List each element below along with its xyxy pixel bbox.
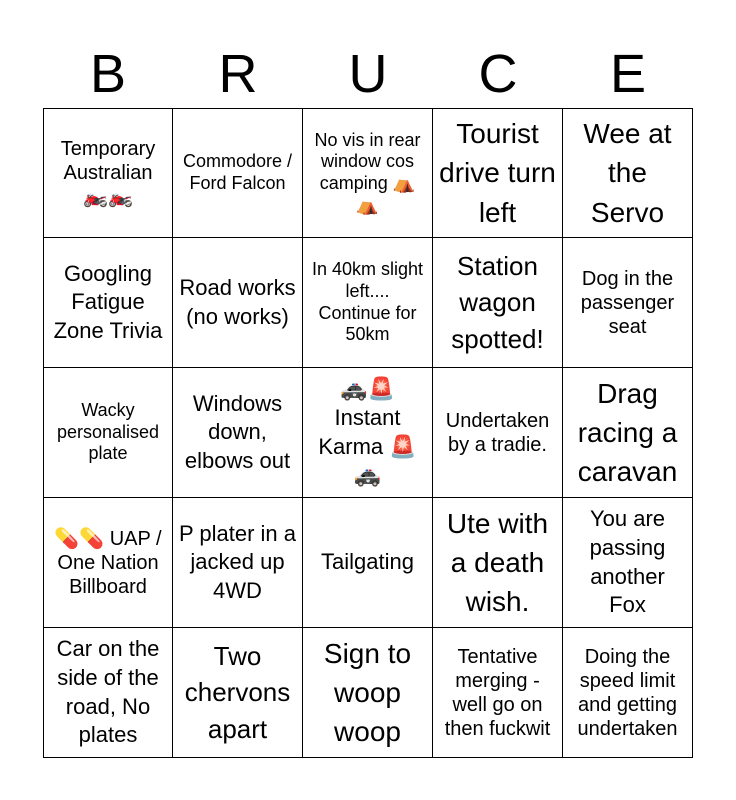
bingo-cell[interactable]: Tentative merging - well go on then fuckwit [433,628,563,758]
bingo-cell[interactable]: Commodore / Ford Falcon [173,108,303,238]
bingo-cell[interactable]: Undertaken by a tradie. [433,368,563,498]
bingo-cell[interactable]: Station wagon spotted! [433,238,563,368]
bingo-cell[interactable]: Ute with a death wish. [433,498,563,628]
bingo-cell[interactable]: Dog in the passenger seat [563,238,693,368]
header-letter-b: B [89,44,127,104]
bingo-cell[interactable]: 💊💊 UAP / One Nation Billboard [43,498,173,628]
bingo-cell[interactable]: Wacky personalised plate [43,368,173,498]
bingo-cell[interactable]: Drag racing a caravan [563,368,693,498]
bingo-cell[interactable]: 🚓🚨 Instant Karma 🚨🚓 [303,368,433,498]
header-letter-c: C [478,44,518,104]
bingo-header [43,40,693,108]
bingo-board [43,108,693,758]
header-letter-r: R [218,44,258,104]
bingo-cell[interactable]: Windows down, elbows out [173,368,303,498]
bingo-cell[interactable]: Tourist drive turn left [433,108,563,238]
bingo-cell[interactable]: You are passing another Fox [563,498,693,628]
bingo-cell[interactable]: Doing the speed limit and getting undertaken [563,628,693,758]
bingo-cell[interactable]: Wee at the Servo [563,108,693,238]
bingo-cell[interactable]: Temporary Australian 🏍️🏍️ [43,108,173,238]
bingo-cell[interactable]: Car on the side of the road, No plates [43,628,173,758]
bingo-cell[interactable]: Tailgating [303,498,433,628]
bingo-cell[interactable]: No vis in rear window cos camping ⛺⛺ [303,108,433,238]
header-letter-u: U [348,44,388,104]
bingo-cell[interactable]: In 40km slight left.... Continue for 50km [303,238,433,368]
bingo-cell[interactable]: Road works (no works) [173,238,303,368]
bingo-cell[interactable]: Googling Fatigue Zone Trivia [43,238,173,368]
bingo-cell[interactable]: P plater in a jacked up 4WD [173,498,303,628]
bingo-cell[interactable]: Two chervons apart [173,628,303,758]
header-letter-e: E [609,44,647,104]
bingo-cell[interactable]: Sign to woop woop [303,628,433,758]
